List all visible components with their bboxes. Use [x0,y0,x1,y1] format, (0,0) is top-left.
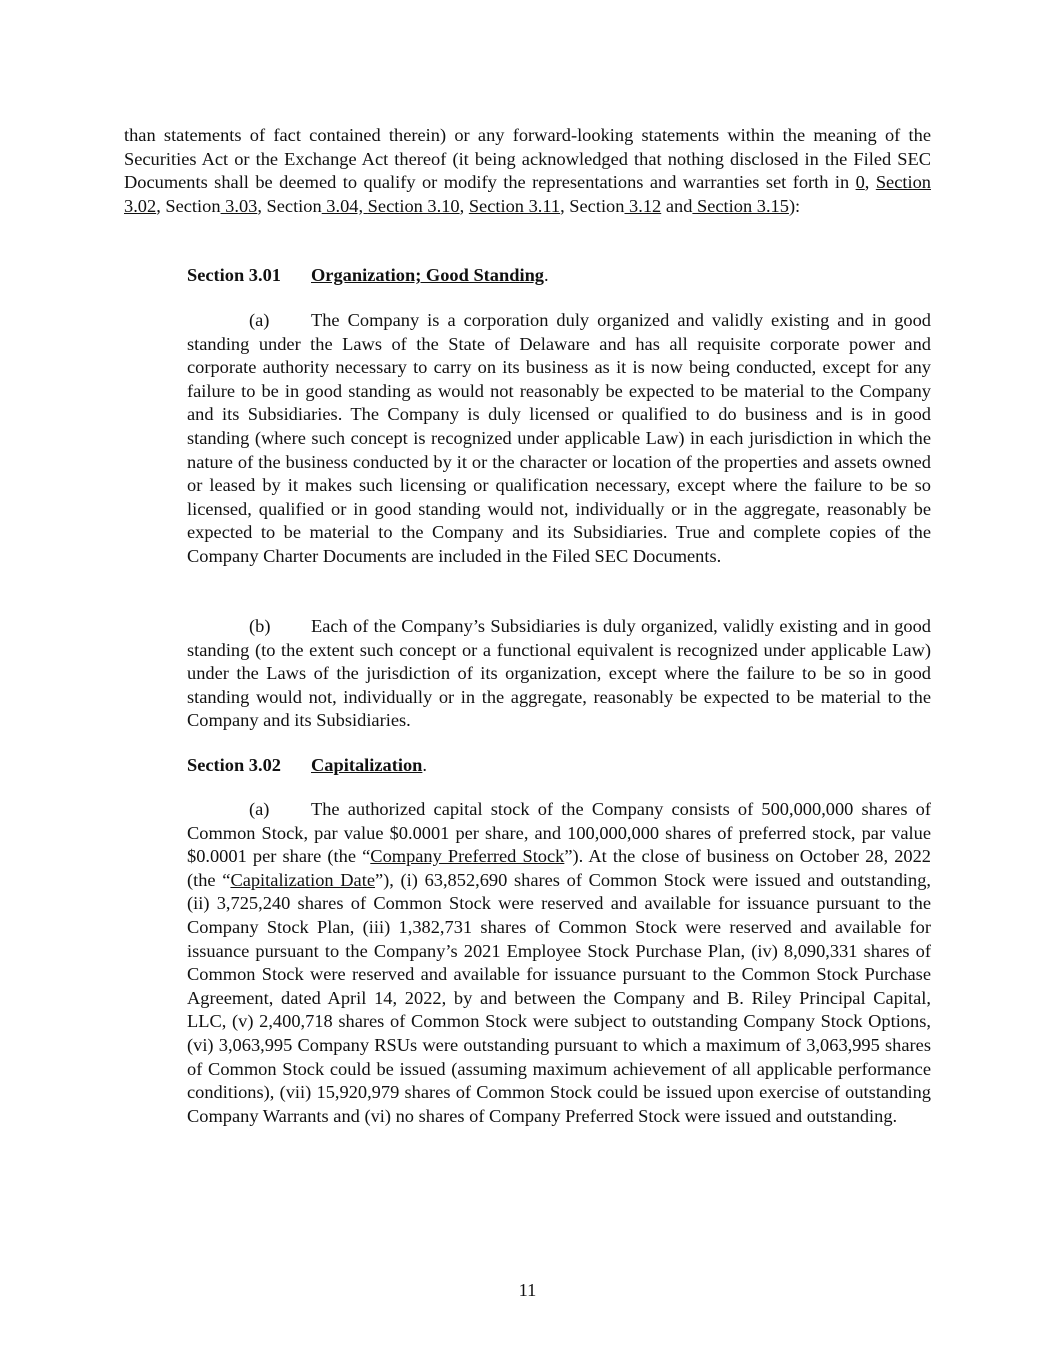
ref-section-3-15: Section 3.15 [692,195,789,216]
ref-section-3-10: Section 3.10 [367,195,460,216]
section-3-02-para-a [187,798,931,1128]
period: . [544,265,549,285]
separator: , [459,195,469,216]
section-number: Section 3.01 [187,265,281,285]
intro-text: than statements of fact contained therein) or any forward-looking statements within the meaning of the Securities Act or the Exchange Act thereof (it being acknowledged that nothing disclosed in the Filed SEC Documents shall be deemed to qualify or modify the representations and warranties set forth in [124,125,931,193]
section-number: Section 3.02 [187,755,281,775]
intro-end: ): [788,195,801,216]
para-text: ”). At the close of business on October 28, 2022 (the “ [187,846,931,890]
section-3-01-heading [187,264,549,288]
para-label: (a) [249,799,270,819]
section-title: Capitalization [311,755,423,775]
para-text: Each of the Company’s Subsidiaries is duly organized, validly existing and in good standing (to the extent such concept or a functional equivalent is recognized under applicable Law) under the Laws of the jurisdiction of its organization, except where the failure to be so in good standing would not, individually or in the aggregate, reasonably be expected to be material to the Company and its Subsidiaries. [187,616,931,731]
ref-section-3-02: Section 3.02 [124,172,931,216]
ref-section-3-04: 3.04, [321,195,368,216]
page-number: 11 [518,1280,537,1300]
para-label: (b) [249,616,271,636]
para-text: The Company is a corporation duly organized and validly existing and in good standing under the Laws of the State of Delaware and has all requisite corporate power and corporate authority necessary to carry on its business as it is now being conducted, except for any failure to be in good standing as would not reasonably be expected to be material to the Company and its Subsidiaries. The Company is duly licensed or qualified to do business and is in good standing (where such concept is recognized under applicable Law) in each jurisdiction in which the nature of the business conducted by it or the character or location of the properties and assets owned or leased by it makes such licensing or qualification necessary, except where the failure to be so licensed, qualified or in good standing would not, individually or in the aggregate, reasonably be expected to be material to the Company and its Subsidiaries. True and complete copies of the Company Charter Documents are included in the Filed SEC Documents. [187,310,931,566]
section-3-01-para-b [187,615,931,733]
intro-paragraph [124,124,931,218]
separator: , [864,172,876,193]
defined-term-capitalization-date: Capitalization Date [230,869,375,890]
separator: , Section [257,195,322,216]
section-title: Organization; Good Standing [311,265,544,285]
section-3-02-heading [187,754,427,778]
defined-term-company-preferred-stock: Company Preferred Stock [370,846,565,867]
separator: , Section [156,195,221,216]
ref-section-3-03: 3.03 [220,195,258,216]
ref-section-3-11: Section 3.11 [468,195,561,216]
section-3-01-para-a [187,309,931,569]
ref-0: 0 [855,172,865,193]
separator: , Section [560,195,625,216]
para-text: The authorized capital stock of the Company consists of 500,000,000 shares of Common Stock, par value $0.0001 per share, and 100,000,000 shares of preferred stock, par value $0.0001 per share (the “ [187,799,931,867]
period: . [422,755,427,775]
para-label: (a) [249,310,270,330]
para-text: ”), (i) 63,852,690 shares of Common Stock were issued and outstanding, (ii) 3,725,240 shares of Common Stock were reserved and available for issuance pursuant to the Company Stock Plan, (iii) 1,382,731 shares of Common Stock were reserved and available for issuance pursuant to the Company’s 2021 Employee Stock Purchase Plan, (iv) 8,090,331 shares of Common Stock were reserved and available for issuance pursuant to the Common Stock Purchase Agreement, dated April 14, 2022, by and between the Company and B. Riley Principal Capital, LLC, (v) 2,400,718 shares of Common Stock were subject to outstanding Company Stock Options, (vi) 3,063,995 Company RSUs were outstanding pursuant to which a maximum of 3,063,995 shares of Common Stock could be issued (assuming maximum achievement of all applicable performance conditions), (vii) 15,920,979 shares of Common Stock could be issued upon exercise of outstanding Company Warrants and (vi) no shares of Company Preferred Stock were issued and outstanding. [187,869,931,1126]
separator: and [661,195,693,216]
ref-section-3-12: 3.12 [624,195,662,216]
